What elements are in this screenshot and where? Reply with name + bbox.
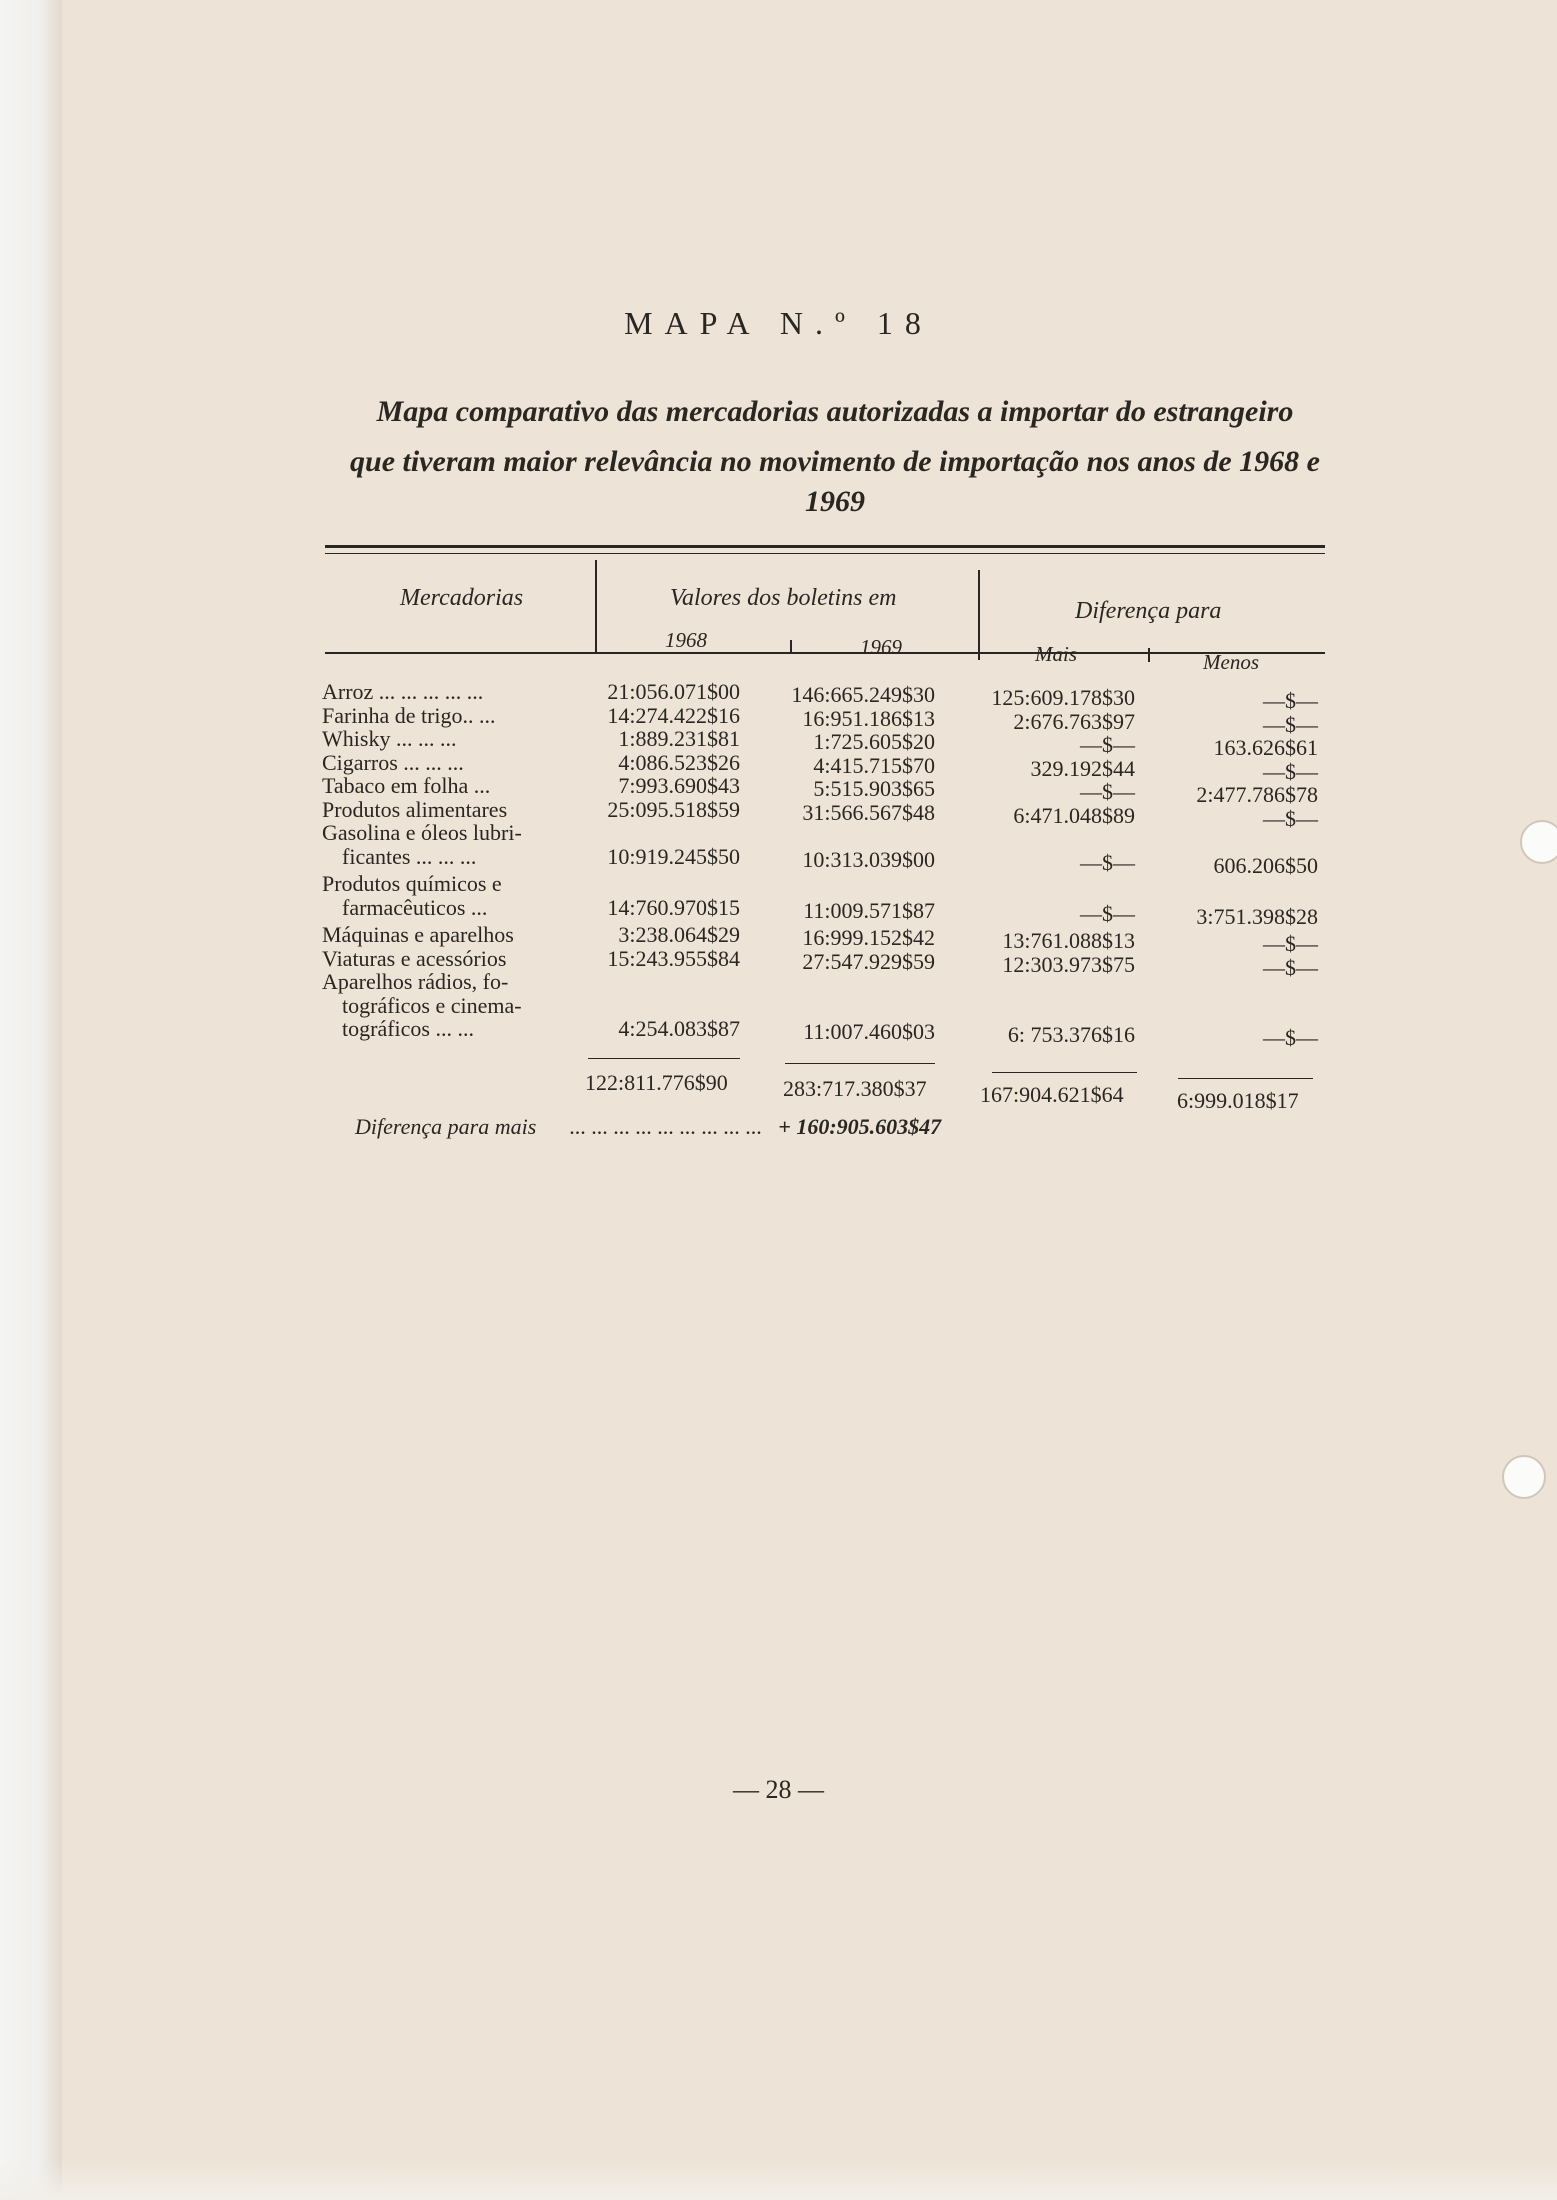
diff-menos: —$— [1263, 758, 1318, 784]
total-menos: 6:999.018$17 [1177, 1088, 1299, 1113]
value-1968: 14:274.422$16 [607, 702, 740, 728]
value-1969: 4:415.715$70 [813, 752, 935, 778]
value-1969: 10:313.039$00 [802, 846, 935, 872]
value-1969: 11:009.571$87 [803, 897, 935, 923]
value-1968: 1:889.231$81 [618, 726, 740, 751]
merchandise-name [322, 798, 592, 822]
merchandise-name-line: Máquinas e aparelhos [322, 922, 514, 947]
header-divider-2 [978, 570, 980, 660]
header-valores: Valores dos boletins em [670, 585, 897, 611]
table-top-rule [325, 545, 1325, 548]
value-1968: 3:238.064$29 [618, 922, 740, 947]
diff-mais: 6: 753.376$16 [1007, 1022, 1135, 1047]
page-number: — 28 — [733, 1775, 824, 1804]
diff-menos: —$— [1263, 805, 1318, 831]
value-1969: 16:951.186$13 [802, 705, 935, 731]
merchandise-name-line: farmacêuticos ... [342, 894, 488, 920]
merchandise-name-line: Produtos alimentares [322, 796, 508, 822]
merchandise-name-line: Viaturas e acessórios [322, 945, 507, 971]
header-1968: 1968 [665, 628, 707, 652]
diff-mais: 12:303.973$75 [1002, 951, 1135, 977]
merchandise-name-line: tográficos e cinema- [342, 992, 522, 1018]
merchandise-name [322, 872, 592, 919]
diff-menos: —$— [1263, 711, 1318, 737]
merchandise-name [322, 821, 592, 868]
diff-mais: —$— [1080, 779, 1135, 804]
diff-mais: 13:761.088$13 [1002, 928, 1135, 953]
value-1969: 27:547.929$59 [802, 948, 935, 974]
merchandise-name [322, 774, 592, 798]
merchandise-name-line: Arroz ... ... ... ... ... [322, 679, 484, 704]
merchandise-name-line: Farinha de trigo.. ... [322, 702, 496, 728]
diff-menos: —$— [1263, 688, 1318, 713]
sum-line-1968 [588, 1058, 740, 1059]
value-1969: 16:999.152$42 [802, 925, 935, 950]
value-1968: 21:056.071$00 [607, 679, 740, 704]
value-1969: 5:515.903$65 [813, 776, 935, 801]
value-1969: 31:566.567$48 [802, 799, 935, 825]
value-1969: 1:725.605$20 [813, 729, 935, 754]
merchandise-name-line: Tabaco em folha ... [322, 773, 491, 798]
diff-menos: 2:477.786$78 [1196, 782, 1318, 807]
merchandise-name [322, 970, 592, 1041]
diff-mais: —$— [1080, 900, 1135, 926]
diff-menos: 3:751.398$28 [1196, 903, 1318, 929]
header-bottom-rule [325, 652, 1325, 654]
total-mais: 167:904.621$64 [980, 1082, 1124, 1107]
diff-mais: —$— [1080, 732, 1135, 757]
merchandise-name-line: Cigarros ... ... ... [322, 749, 464, 775]
value-1968: 14:760.970$15 [607, 894, 740, 920]
sum-line-1969 [785, 1063, 935, 1064]
difference-value: + 160:905.603$47 [778, 1114, 942, 1139]
header-mais: Mais [1035, 642, 1077, 666]
value-1968: 4:086.523$26 [618, 749, 740, 775]
header-mercadorias: Mercadorias [400, 585, 524, 611]
table-top-rule-thin [325, 553, 1325, 554]
merchandise-name [322, 680, 592, 704]
difference-line [355, 1114, 941, 1140]
punch-hole-top [1520, 820, 1557, 864]
value-1968: 25:095.518$59 [607, 796, 740, 822]
header-1969: 1969 [860, 635, 902, 659]
subtitle-line-1: Mapa comparativo das mercadorias autorizadas a importar do estrangeiro [376, 395, 1294, 428]
merchandise-name-line: tográficos ... ... [342, 1016, 474, 1041]
diff-menos: 606.206$50 [1213, 852, 1318, 878]
diff-mais: 2:676.763$97 [1013, 708, 1135, 734]
diff-menos: 163.626$61 [1213, 735, 1318, 760]
year-divider [790, 640, 792, 652]
sum-line-menos [1178, 1078, 1313, 1079]
diff-mais: —$— [1080, 849, 1135, 875]
merchandise-name-line: Gasolina e óleos lubri- [322, 820, 522, 845]
diff-menos: —$— [1263, 1025, 1318, 1050]
value-1968: 4:254.083$87 [618, 1016, 740, 1041]
merchandise-name-line: Whisky ... ... ... [322, 726, 457, 751]
document-title: MAPA N.º 18 [624, 305, 933, 341]
merchandise-name [322, 727, 592, 751]
total-1968: 122:811.776$90 [585, 1070, 728, 1095]
merchandise-name [322, 947, 592, 971]
subtitle-line-2: que tiveram maior relevância no movimento de importação nos anos de 1968 e 1969 [350, 445, 1320, 518]
header-divider-1 [595, 560, 597, 652]
merchandise-name [322, 704, 592, 728]
sum-line-mais [992, 1072, 1137, 1073]
diff-menos: —$— [1263, 931, 1318, 956]
difference-dots: ... ... ... ... ... ... ... ... ... [569, 1114, 762, 1139]
merchandise-name [322, 923, 592, 947]
diff-mais: 329.192$44 [1030, 755, 1135, 781]
diff-menos: —$— [1263, 954, 1318, 980]
page-bottom-edge [0, 2160, 1557, 2200]
diff-mais: 6:471.048$89 [1013, 802, 1135, 828]
header-diferenca: Diferença para [1075, 598, 1222, 624]
merchandise-name-line: Aparelhos rádios, fo- [322, 969, 509, 994]
merchandise-name-line: Produtos químicos e [322, 871, 502, 896]
diff-mais: 125:609.178$30 [991, 685, 1135, 710]
difference-label: Diferença para mais [355, 1114, 537, 1139]
total-1969: 283:717.380$37 [783, 1076, 927, 1101]
merchandise-name-line: ficantes ... ... ... [342, 843, 477, 869]
punch-hole-bottom [1502, 1455, 1546, 1499]
value-1968: 7:993.690$43 [618, 773, 740, 798]
value-1968: 10:919.245$50 [607, 843, 740, 869]
merchandise-name [322, 751, 592, 775]
value-1969: 146:665.249$30 [791, 682, 935, 707]
header-menos: Menos [1203, 650, 1259, 674]
value-1968: 15:243.955$84 [607, 945, 740, 971]
diff-divider [1148, 648, 1150, 662]
value-1969: 11:007.460$03 [803, 1019, 935, 1044]
